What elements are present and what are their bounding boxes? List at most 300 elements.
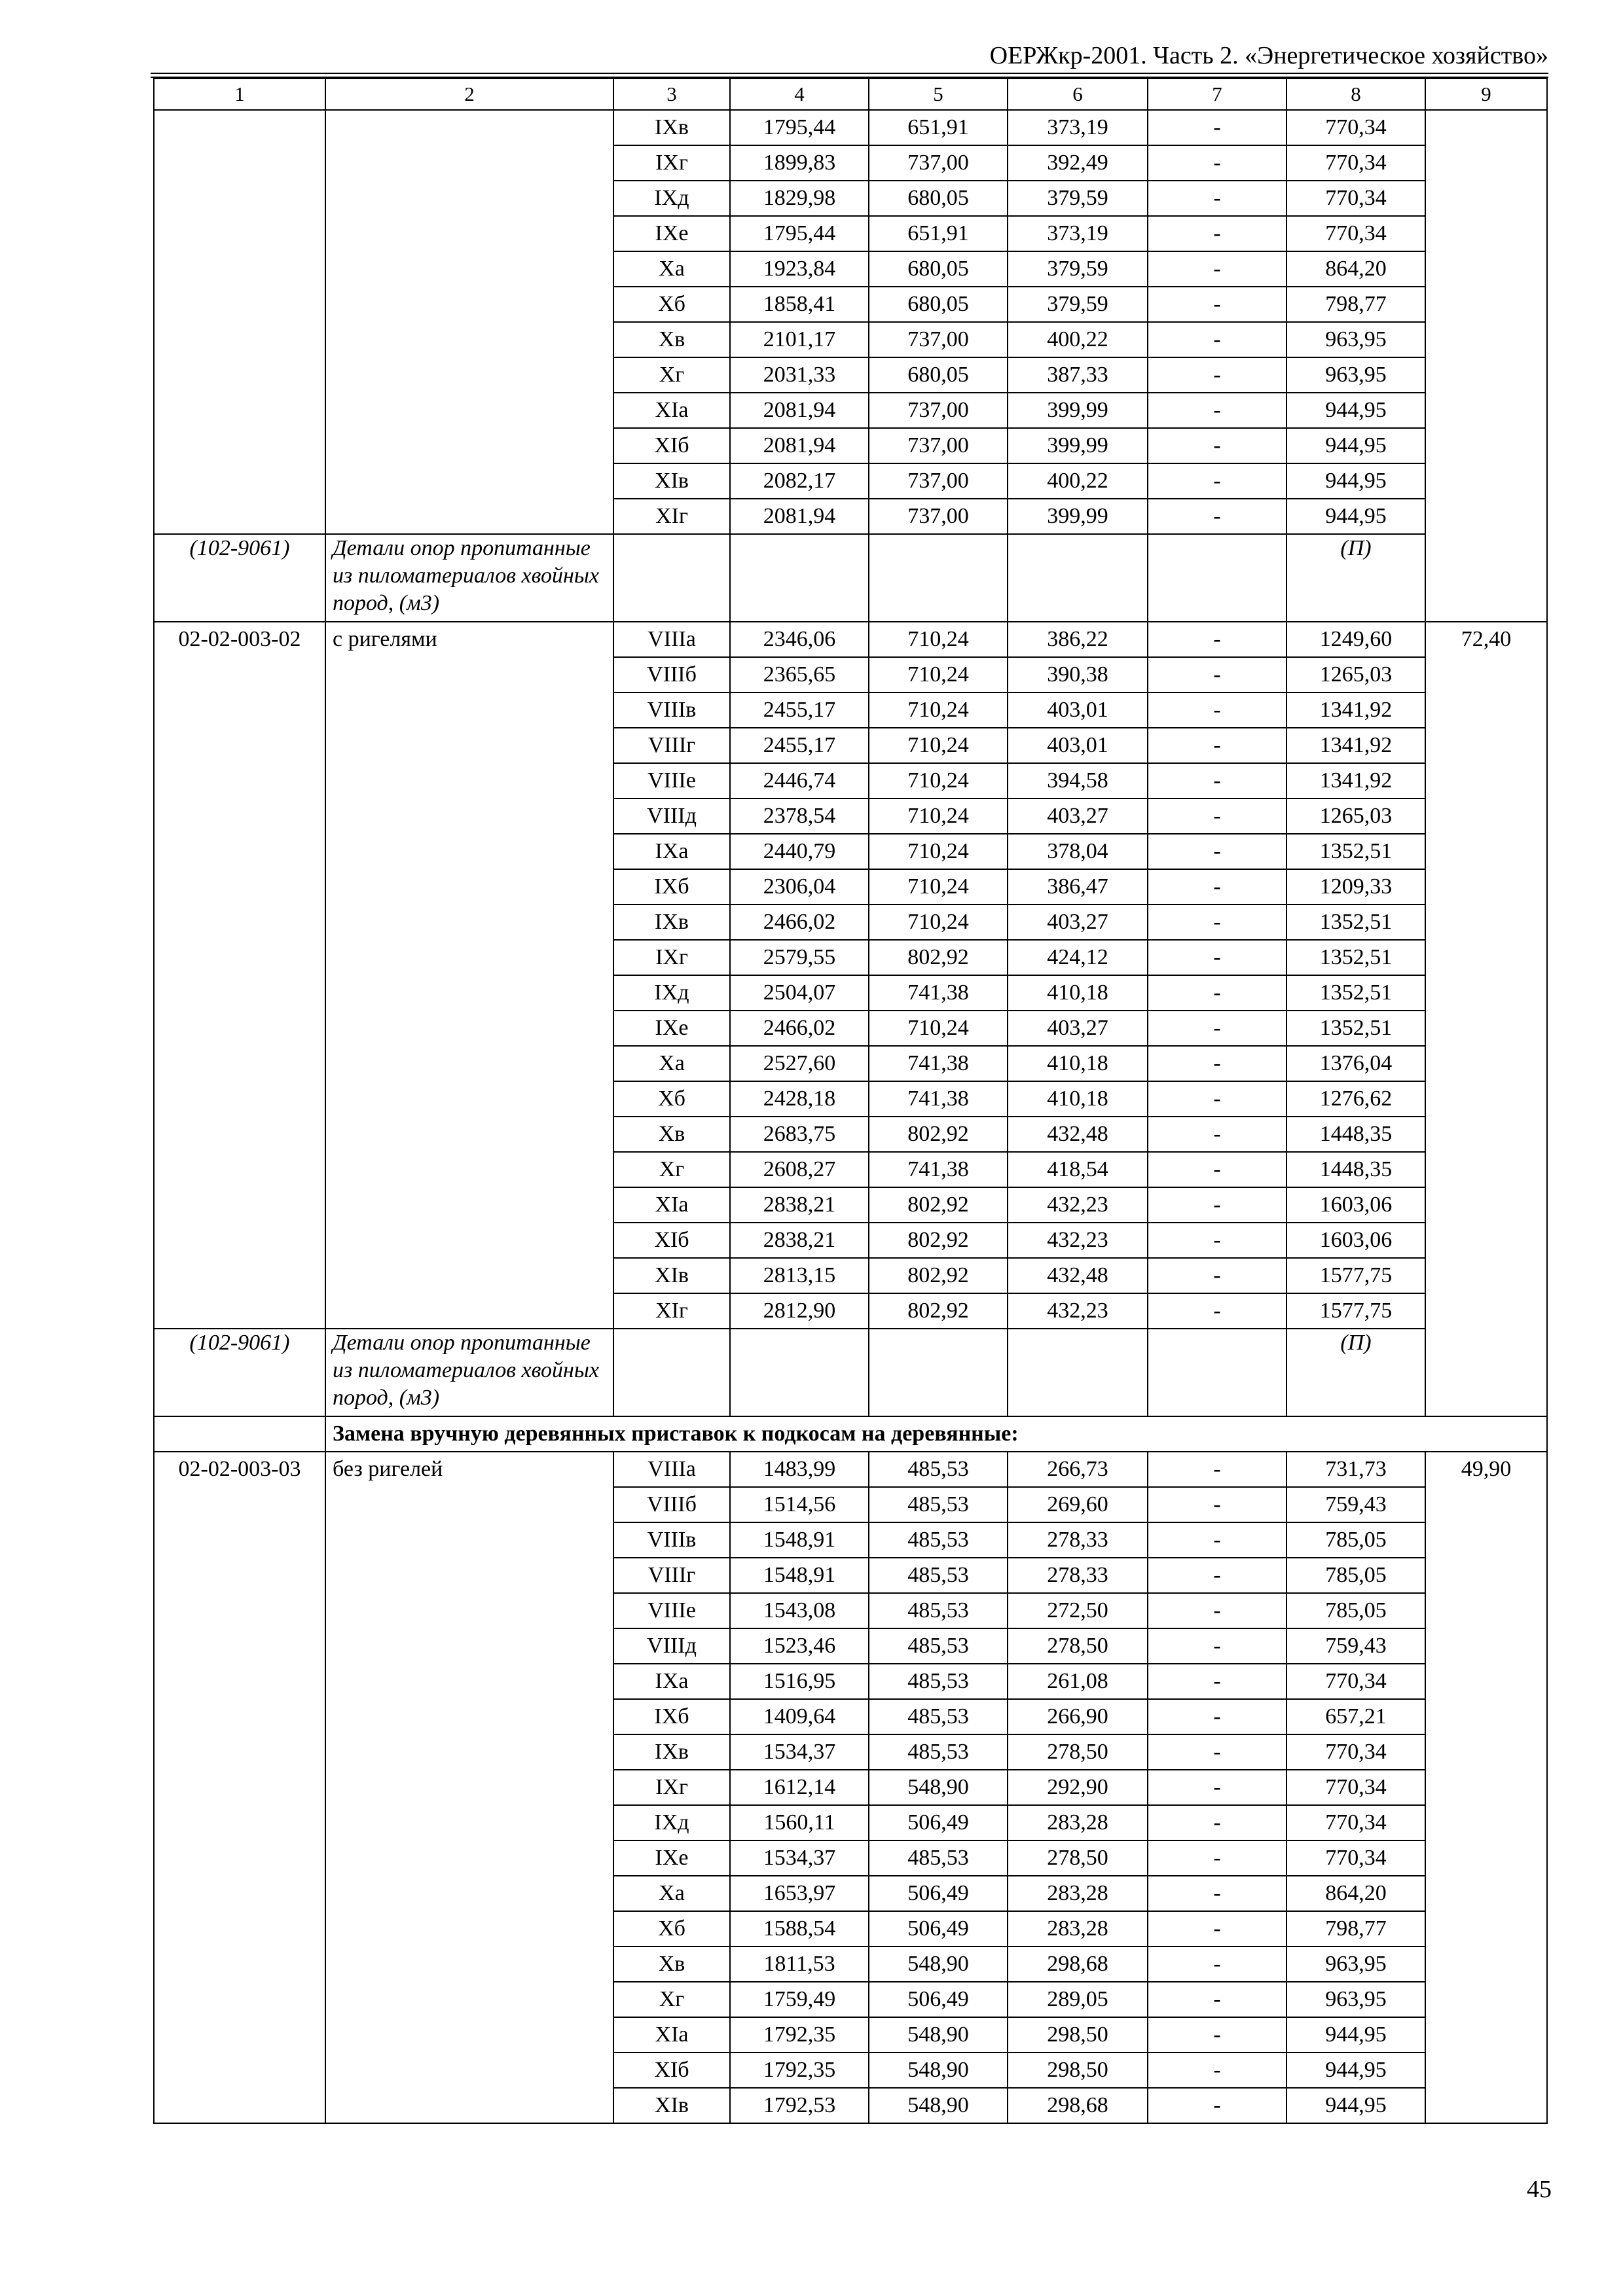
value-col7-cell: -	[1148, 1293, 1286, 1329]
value-col7-cell: -	[1148, 869, 1286, 905]
variant-cell: VIIIб	[613, 657, 730, 692]
empty-cell	[1008, 534, 1148, 622]
value-col6-cell: 400,22	[1008, 322, 1148, 357]
col9-value: 72,40	[1425, 622, 1547, 1416]
item-name: с ригелями	[325, 622, 613, 1329]
value-col5-cell: 802,92	[869, 1223, 1008, 1258]
value-col6-cell: 379,59	[1008, 287, 1148, 322]
value-col5-cell: 737,00	[869, 463, 1008, 499]
value-col7-cell: -	[1148, 287, 1286, 322]
value-col4-cell: 1811,53	[730, 1946, 869, 1982]
value-col4-cell: 1534,37	[730, 1840, 869, 1876]
empty-cell	[1008, 1329, 1148, 1416]
value-col8-cell: 1352,51	[1286, 834, 1425, 869]
name-cell-continued	[325, 110, 613, 534]
value-col6-cell: 289,05	[1008, 1982, 1148, 2017]
value-col4-cell: 1548,91	[730, 1522, 869, 1558]
variant-cell: VIIIв	[613, 692, 730, 728]
value-col5-cell: 506,49	[869, 1805, 1008, 1840]
value-col5-cell: 485,53	[869, 1664, 1008, 1699]
value-col7-cell: -	[1148, 1946, 1286, 1982]
value-col5-cell: 548,90	[869, 1946, 1008, 1982]
value-col8-cell: 759,43	[1286, 1487, 1425, 1522]
value-col6-cell: 403,27	[1008, 798, 1148, 834]
item-code: 02-02-003-03	[154, 1452, 325, 2123]
value-col7-cell: -	[1148, 1876, 1286, 1911]
value-col7-cell: -	[1148, 110, 1286, 145]
variant-cell: IXе	[613, 1011, 730, 1046]
value-col8-cell: 944,95	[1286, 2088, 1425, 2123]
value-col7-cell: -	[1148, 834, 1286, 869]
variant-cell: XIа	[613, 1187, 730, 1223]
value-col4-cell: 1523,46	[730, 1628, 869, 1664]
value-col5-cell: 710,24	[869, 728, 1008, 763]
value-col7-cell: -	[1148, 1982, 1286, 2017]
value-col8-cell: 1603,06	[1286, 1223, 1425, 1258]
value-col4-cell: 1858,41	[730, 287, 869, 322]
empty-cell	[154, 1416, 325, 1452]
value-col8-cell: 1603,06	[1286, 1187, 1425, 1223]
value-col7-cell: -	[1148, 322, 1286, 357]
code-cell-continued	[154, 110, 325, 534]
value-col4-cell: 1923,84	[730, 251, 869, 287]
value-col6-cell: 278,50	[1008, 1734, 1148, 1770]
variant-cell: Xг	[613, 1982, 730, 2017]
col9-cell-continued	[1425, 110, 1547, 622]
resource-description: Детали опор пропитанные из пиломатериалов хвойных пород, (м3)	[325, 534, 613, 622]
value-col6-cell: 410,18	[1008, 975, 1148, 1011]
table-row	[154, 1452, 1547, 1487]
value-col4-cell: 2081,94	[730, 499, 869, 534]
column-number: 6	[1008, 79, 1148, 110]
variant-cell: XIб	[613, 1223, 730, 1258]
value-col5-cell: 710,24	[869, 869, 1008, 905]
value-col5-cell: 710,24	[869, 763, 1008, 798]
variant-cell: VIIIд	[613, 1628, 730, 1664]
value-col7-cell: -	[1148, 905, 1286, 940]
value-col7-cell: -	[1148, 499, 1286, 534]
variant-cell: VIIIд	[613, 798, 730, 834]
value-col4-cell: 1514,56	[730, 1487, 869, 1522]
value-col8-cell: 770,34	[1286, 145, 1425, 181]
item-name: без ригелей	[325, 1452, 613, 2123]
variant-cell: IXв	[613, 110, 730, 145]
value-col6-cell: 298,68	[1008, 1946, 1148, 1982]
empty-cell	[613, 534, 730, 622]
value-col4-cell: 1560,11	[730, 1805, 869, 1840]
variant-cell: VIIIг	[613, 728, 730, 763]
value-col4-cell: 1409,64	[730, 1699, 869, 1734]
variant-cell: XIг	[613, 1293, 730, 1329]
value-col6-cell: 410,18	[1008, 1046, 1148, 1081]
value-col4-cell: 1899,83	[730, 145, 869, 181]
value-col6-cell: 418,54	[1008, 1152, 1148, 1187]
value-col6-cell: 432,23	[1008, 1293, 1148, 1329]
variant-cell: IXа	[613, 834, 730, 869]
value-col8-cell: 864,20	[1286, 1876, 1425, 1911]
value-col8-cell: 1448,35	[1286, 1152, 1425, 1187]
value-col8-cell: 864,20	[1286, 251, 1425, 287]
value-col8-cell: 759,43	[1286, 1628, 1425, 1664]
value-col4-cell: 2838,21	[730, 1187, 869, 1223]
value-col6-cell: 399,99	[1008, 428, 1148, 463]
value-col8-cell: 657,21	[1286, 1699, 1425, 1734]
value-col7-cell: -	[1148, 216, 1286, 251]
value-col6-cell: 432,23	[1008, 1223, 1148, 1258]
value-col7-cell: -	[1148, 657, 1286, 692]
value-col5-cell: 741,38	[869, 1046, 1008, 1081]
value-col6-cell: 403,01	[1008, 728, 1148, 763]
variant-cell: XIв	[613, 1258, 730, 1293]
value-col6-cell: 394,58	[1008, 763, 1148, 798]
value-col4-cell: 2838,21	[730, 1223, 869, 1258]
value-col4-cell: 1759,49	[730, 1982, 869, 2017]
value-col5-cell: 485,53	[869, 1452, 1008, 1487]
value-col4-cell: 2428,18	[730, 1081, 869, 1117]
value-col7-cell: -	[1148, 357, 1286, 393]
value-col7-cell: -	[1148, 251, 1286, 287]
value-col5-cell: 548,90	[869, 1770, 1008, 1805]
value-col4-cell: 1612,14	[730, 1770, 869, 1805]
variant-cell: IXа	[613, 1664, 730, 1699]
variant-cell: Xг	[613, 1152, 730, 1187]
value-col6-cell: 298,68	[1008, 2088, 1148, 2123]
variant-cell: IXд	[613, 1805, 730, 1840]
value-col8-cell: 1341,92	[1286, 728, 1425, 763]
value-col8-cell: 1352,51	[1286, 905, 1425, 940]
value-col4-cell: 2466,02	[730, 905, 869, 940]
variant-cell: VIIIе	[613, 763, 730, 798]
value-col6-cell: 399,99	[1008, 393, 1148, 428]
resource-mark: (П)	[1286, 534, 1425, 622]
column-number: 2	[325, 79, 613, 110]
variant-cell: XIв	[613, 2088, 730, 2123]
value-col8-cell: 963,95	[1286, 322, 1425, 357]
value-col6-cell: 403,01	[1008, 692, 1148, 728]
value-col5-cell: 506,49	[869, 1982, 1008, 2017]
value-col8-cell: 944,95	[1286, 499, 1425, 534]
table-row	[154, 622, 1547, 657]
value-col4-cell: 2446,74	[730, 763, 869, 798]
variant-cell: Xв	[613, 1117, 730, 1152]
value-col7-cell: -	[1148, 1840, 1286, 1876]
rates-table	[153, 78, 1548, 2124]
value-col4-cell: 2504,07	[730, 975, 869, 1011]
variant-cell: IXв	[613, 1734, 730, 1770]
value-col8-cell: 1276,62	[1286, 1081, 1425, 1117]
value-col4-cell: 1792,35	[730, 2017, 869, 2053]
value-col6-cell: 373,19	[1008, 110, 1148, 145]
empty-cell	[1148, 1329, 1286, 1416]
section-heading: Замена вручную деревянных приставок к подкосам на деревянные:	[325, 1416, 1547, 1452]
value-col5-cell: 741,38	[869, 1152, 1008, 1187]
value-col4-cell: 1829,98	[730, 181, 869, 216]
value-col4-cell: 2031,33	[730, 357, 869, 393]
variant-cell: IXе	[613, 216, 730, 251]
value-col5-cell: 680,05	[869, 251, 1008, 287]
value-col8-cell: 1265,03	[1286, 657, 1425, 692]
value-col8-cell: 785,05	[1286, 1593, 1425, 1628]
value-col4-cell: 2440,79	[730, 834, 869, 869]
value-col5-cell: 710,24	[869, 1011, 1008, 1046]
value-col5-cell: 741,38	[869, 975, 1008, 1011]
value-col5-cell: 651,91	[869, 110, 1008, 145]
value-col6-cell: 403,27	[1008, 1011, 1148, 1046]
value-col7-cell: -	[1148, 1152, 1286, 1187]
value-col6-cell: 272,50	[1008, 1593, 1148, 1628]
value-col6-cell: 386,22	[1008, 622, 1148, 657]
value-col6-cell: 261,08	[1008, 1664, 1148, 1699]
table-row	[154, 110, 1547, 145]
value-col4-cell: 2081,94	[730, 393, 869, 428]
value-col5-cell: 802,92	[869, 940, 1008, 975]
value-col5-cell: 710,24	[869, 692, 1008, 728]
value-col4-cell: 2683,75	[730, 1117, 869, 1152]
value-col7-cell: -	[1148, 393, 1286, 428]
value-col5-cell: 802,92	[869, 1293, 1008, 1329]
variant-cell: Xа	[613, 1876, 730, 1911]
value-col6-cell: 378,04	[1008, 834, 1148, 869]
value-col8-cell: 785,05	[1286, 1522, 1425, 1558]
value-col7-cell: -	[1148, 1522, 1286, 1558]
value-col4-cell: 1795,44	[730, 110, 869, 145]
value-col8-cell: 798,77	[1286, 287, 1425, 322]
value-col5-cell: 737,00	[869, 428, 1008, 463]
column-number: 9	[1425, 79, 1547, 110]
empty-cell	[730, 534, 869, 622]
value-col4-cell: 2455,17	[730, 692, 869, 728]
variant-cell: Xг	[613, 357, 730, 393]
column-number: 1	[154, 79, 325, 110]
value-col8-cell: 1352,51	[1286, 1011, 1425, 1046]
value-col5-cell: 485,53	[869, 1628, 1008, 1664]
value-col7-cell: -	[1148, 1558, 1286, 1593]
value-col4-cell: 1548,91	[730, 1558, 869, 1593]
value-col7-cell: -	[1148, 798, 1286, 834]
value-col6-cell: 379,59	[1008, 181, 1148, 216]
value-col8-cell: 770,34	[1286, 1770, 1425, 1805]
value-col5-cell: 485,53	[869, 1699, 1008, 1734]
value-col7-cell: -	[1148, 1011, 1286, 1046]
value-col8-cell: 944,95	[1286, 428, 1425, 463]
variant-cell: VIIIа	[613, 622, 730, 657]
variant-cell: Xв	[613, 322, 730, 357]
value-col6-cell: 278,50	[1008, 1840, 1148, 1876]
value-col7-cell: -	[1148, 1081, 1286, 1117]
value-col6-cell: 283,28	[1008, 1876, 1148, 1911]
page-number: 45	[1527, 2176, 1552, 2203]
value-col5-cell: 485,53	[869, 1734, 1008, 1770]
value-col8-cell: 1352,51	[1286, 940, 1425, 975]
value-col6-cell: 432,23	[1008, 1187, 1148, 1223]
value-col5-cell: 506,49	[869, 1876, 1008, 1911]
value-col8-cell: 770,34	[1286, 181, 1425, 216]
value-col8-cell: 944,95	[1286, 2053, 1425, 2088]
variant-cell: IXг	[613, 145, 730, 181]
value-col6-cell: 392,49	[1008, 145, 1148, 181]
value-col8-cell: 785,05	[1286, 1558, 1425, 1593]
value-col4-cell: 2466,02	[730, 1011, 869, 1046]
value-col5-cell: 548,90	[869, 2017, 1008, 2053]
value-col7-cell: -	[1148, 2053, 1286, 2088]
value-col5-cell: 737,00	[869, 499, 1008, 534]
value-col6-cell: 386,47	[1008, 869, 1148, 905]
value-col8-cell: 770,34	[1286, 110, 1425, 145]
value-col7-cell: -	[1148, 2088, 1286, 2123]
value-col7-cell: -	[1148, 145, 1286, 181]
value-col8-cell: 1376,04	[1286, 1046, 1425, 1081]
value-col7-cell: -	[1148, 975, 1286, 1011]
value-col7-cell: -	[1148, 1734, 1286, 1770]
value-col8-cell: 944,95	[1286, 2017, 1425, 2053]
value-col7-cell: -	[1148, 728, 1286, 763]
value-col8-cell: 770,34	[1286, 1734, 1425, 1770]
value-col7-cell: -	[1148, 1805, 1286, 1840]
value-col4-cell: 1534,37	[730, 1734, 869, 1770]
value-col5-cell: 680,05	[869, 287, 1008, 322]
value-col8-cell: 1577,75	[1286, 1258, 1425, 1293]
variant-cell: XIг	[613, 499, 730, 534]
value-col7-cell: -	[1148, 1223, 1286, 1258]
value-col6-cell: 278,33	[1008, 1522, 1148, 1558]
variant-cell: XIб	[613, 2053, 730, 2088]
resource-note-row	[154, 534, 1547, 622]
value-col8-cell: 731,73	[1286, 1452, 1425, 1487]
variant-cell: IXд	[613, 181, 730, 216]
value-col6-cell: 379,59	[1008, 251, 1148, 287]
value-col8-cell: 1352,51	[1286, 975, 1425, 1011]
value-col4-cell: 1516,95	[730, 1664, 869, 1699]
value-col4-cell: 2527,60	[730, 1046, 869, 1081]
value-col6-cell: 278,33	[1008, 1558, 1148, 1593]
value-col5-cell: 485,53	[869, 1558, 1008, 1593]
value-col8-cell: 963,95	[1286, 1982, 1425, 2017]
variant-cell: VIIIв	[613, 1522, 730, 1558]
column-number: 8	[1286, 79, 1425, 110]
value-col7-cell: -	[1148, 428, 1286, 463]
value-col7-cell: -	[1148, 2017, 1286, 2053]
value-col5-cell: 680,05	[869, 181, 1008, 216]
value-col6-cell: 387,33	[1008, 357, 1148, 393]
empty-cell	[869, 1329, 1008, 1416]
resource-mark: (П)	[1286, 1329, 1425, 1416]
value-col4-cell: 2812,90	[730, 1293, 869, 1329]
variant-cell: XIа	[613, 393, 730, 428]
value-col6-cell: 373,19	[1008, 216, 1148, 251]
value-col8-cell: 770,34	[1286, 1664, 1425, 1699]
value-col8-cell: 770,34	[1286, 1840, 1425, 1876]
empty-cell	[869, 534, 1008, 622]
value-col5-cell: 737,00	[869, 393, 1008, 428]
variant-cell: IXд	[613, 975, 730, 1011]
value-col6-cell: 410,18	[1008, 1081, 1148, 1117]
value-col4-cell: 1543,08	[730, 1593, 869, 1628]
value-col7-cell: -	[1148, 1699, 1286, 1734]
value-col8-cell: 1209,33	[1286, 869, 1425, 905]
value-col8-cell: 1249,60	[1286, 622, 1425, 657]
empty-cell	[730, 1329, 869, 1416]
variant-cell: IXг	[613, 1770, 730, 1805]
value-col5-cell: 741,38	[869, 1081, 1008, 1117]
variant-cell: VIIIа	[613, 1452, 730, 1487]
value-col5-cell: 710,24	[869, 905, 1008, 940]
variant-cell: IXб	[613, 1699, 730, 1734]
value-col5-cell: 737,00	[869, 145, 1008, 181]
value-col7-cell: -	[1148, 622, 1286, 657]
variant-cell: Xа	[613, 1046, 730, 1081]
value-col6-cell: 424,12	[1008, 940, 1148, 975]
value-col4-cell: 1483,99	[730, 1452, 869, 1487]
variant-cell: Xб	[613, 287, 730, 322]
value-col5-cell: 710,24	[869, 657, 1008, 692]
variant-cell: Xа	[613, 251, 730, 287]
col9-value: 49,90	[1425, 1452, 1547, 2123]
value-col7-cell: -	[1148, 463, 1286, 499]
value-col5-cell: 802,92	[869, 1258, 1008, 1293]
value-col6-cell: 278,50	[1008, 1628, 1148, 1664]
value-col4-cell: 2378,54	[730, 798, 869, 834]
value-col6-cell: 400,22	[1008, 463, 1148, 499]
value-col6-cell: 298,50	[1008, 2017, 1148, 2053]
value-col8-cell: 1265,03	[1286, 798, 1425, 834]
value-col8-cell: 770,34	[1286, 1805, 1425, 1840]
value-col7-cell: -	[1148, 1770, 1286, 1805]
value-col7-cell: -	[1148, 1911, 1286, 1946]
value-col8-cell: 963,95	[1286, 1946, 1425, 1982]
value-col4-cell: 1792,53	[730, 2088, 869, 2123]
empty-cell	[1148, 534, 1286, 622]
value-col8-cell: 1577,75	[1286, 1293, 1425, 1329]
value-col4-cell: 2365,65	[730, 657, 869, 692]
empty-cell	[613, 1329, 730, 1416]
value-col6-cell: 403,27	[1008, 905, 1148, 940]
value-col7-cell: -	[1148, 1117, 1286, 1152]
value-col8-cell: 944,95	[1286, 463, 1425, 499]
value-col8-cell: 1341,92	[1286, 763, 1425, 798]
column-number: 4	[730, 79, 869, 110]
variant-cell: XIа	[613, 2017, 730, 2053]
variant-cell: XIв	[613, 463, 730, 499]
value-col6-cell: 432,48	[1008, 1117, 1148, 1152]
value-col6-cell: 298,50	[1008, 2053, 1148, 2088]
value-col6-cell: 292,90	[1008, 1770, 1148, 1805]
resource-code: (102-9061)	[154, 1329, 325, 1416]
value-col5-cell: 802,92	[869, 1187, 1008, 1223]
value-col6-cell: 266,90	[1008, 1699, 1148, 1734]
value-col5-cell: 548,90	[869, 2088, 1008, 2123]
resource-note-row	[154, 1329, 1547, 1416]
value-col4-cell: 1795,44	[730, 216, 869, 251]
value-col5-cell: 485,53	[869, 1522, 1008, 1558]
section-heading-row	[154, 1416, 1547, 1452]
value-col7-cell: -	[1148, 181, 1286, 216]
resource-code: (102-9061)	[154, 534, 325, 622]
value-col7-cell: -	[1148, 692, 1286, 728]
value-col4-cell: 2813,15	[730, 1258, 869, 1293]
column-number-row	[154, 79, 1547, 110]
variant-cell: Xб	[613, 1911, 730, 1946]
value-col5-cell: 802,92	[869, 1117, 1008, 1152]
value-col7-cell: -	[1148, 940, 1286, 975]
value-col8-cell: 798,77	[1286, 1911, 1425, 1946]
value-col8-cell: 1448,35	[1286, 1117, 1425, 1152]
value-col5-cell: 506,49	[869, 1911, 1008, 1946]
value-col5-cell: 710,24	[869, 798, 1008, 834]
column-number: 7	[1148, 79, 1286, 110]
value-col5-cell: 651,91	[869, 216, 1008, 251]
value-col5-cell: 737,00	[869, 322, 1008, 357]
value-col4-cell: 1588,54	[730, 1911, 869, 1946]
